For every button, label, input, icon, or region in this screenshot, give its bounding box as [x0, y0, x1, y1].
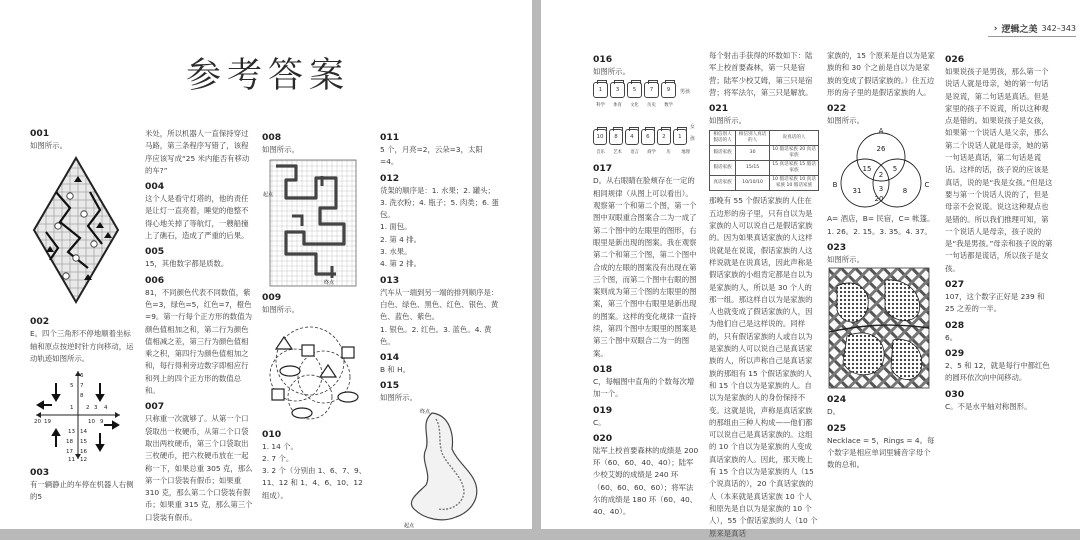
axis-label: 3: [94, 405, 98, 412]
answer-text: 家族的，15 个原来是自以为是家族的和 30 个之前是自以为是家族的变成了假话家族的。）住五边形的房子里的是假话家族的人。: [827, 51, 935, 97]
answer-text: Necklace = 5，Rings = 4。每个数字是相应单词里辅音字母个数的总和。: [827, 435, 935, 470]
jar-label: 体育: [613, 103, 622, 109]
answer-number: 027: [945, 279, 965, 291]
table-header: 相信别人假话的人: [710, 131, 736, 146]
answer-number: 021: [709, 103, 729, 115]
venn-label: C: [924, 181, 930, 190]
answer-number: 026: [945, 54, 965, 65]
answer-number: 024: [827, 394, 847, 406]
coast-end-label: 终点: [420, 408, 431, 415]
jar: 7: [644, 82, 659, 98]
axis-label: 15: [80, 439, 87, 446]
jar-label: 历: [666, 150, 671, 156]
answer-number: 017: [593, 163, 613, 175]
axis-label: 16: [80, 449, 87, 456]
axis-label: 9: [100, 419, 104, 426]
jar-label: 音乐: [596, 150, 605, 156]
header-rule: [988, 36, 1076, 37]
answer-number: 006: [145, 274, 165, 286]
right-page: [541, 0, 1080, 538]
jar: 2: [657, 129, 671, 145]
jar: 1: [673, 129, 687, 145]
table-cell: 真话家族: [710, 176, 736, 191]
jars-row-girls: [593, 121, 699, 160]
venn-value: 26: [876, 145, 886, 154]
coastline-diagram-015: [380, 405, 498, 531]
answer-text: E。四个三角形不停地顺着坐标轴和原点按逆时针方向移动，运动轨迹如图所示。: [30, 329, 134, 363]
table-cell: 15/15: [736, 161, 770, 176]
page-range: 342–343: [1041, 24, 1076, 33]
right-col-2: [709, 50, 819, 538]
page-title: 参考答案: [186, 56, 351, 96]
table-cell: 假话家族: [710, 161, 736, 176]
axis-label: 19: [44, 419, 51, 426]
coast-start-label: 起点: [404, 522, 415, 529]
jar-label: 数学: [664, 103, 673, 109]
table-cell: 10/10/10: [736, 176, 770, 191]
axis-label: 10: [88, 419, 95, 426]
answer-number: 011: [380, 132, 400, 143]
jar: 1: [593, 82, 608, 98]
table-row: [710, 161, 819, 176]
venn-value: 31: [852, 187, 862, 196]
axis-label: 7: [80, 383, 84, 390]
jar: 6: [641, 129, 655, 145]
left-col-4: [380, 128, 500, 528]
answer-number: 028: [945, 319, 965, 331]
answer-text: 有一辆静止的车停在机器人右侧的5: [30, 480, 134, 502]
answer-text: C。不是水平轴对称图形。: [945, 401, 1032, 411]
answer-number: 001: [30, 128, 50, 139]
running-header: [994, 22, 1076, 35]
right-col-1: [593, 50, 699, 526]
answer-text: 107，这个数字正好是 239 和 25 之差的一半。: [945, 292, 1045, 314]
answer-text: 1. 14 个。 2. 7 个。 3. 2 个（分别由 1、6、7、9、11、12 和 1、4、6、10、12 组成）。: [262, 441, 367, 500]
jar-label: 文化: [630, 103, 639, 109]
axis-diagram-002: [30, 367, 126, 463]
jar-label: 艺术: [613, 150, 622, 156]
left-col-3: [262, 128, 370, 528]
circles-diagram-009: [262, 317, 362, 425]
answer-number: 002: [30, 316, 50, 328]
table-cell: 15 真话家族 15 假话家族: [770, 161, 819, 176]
jar-label: 商学: [647, 150, 656, 156]
table-cell: 10 假话家族 20 真话家族: [770, 146, 819, 161]
axis-label: 4: [104, 405, 108, 412]
families-table: [709, 130, 819, 191]
axis-label: 13: [68, 429, 75, 436]
answer-text: 81，不同颜色代表不同数值，紫色=3，绿色=5，红色=7，橙色=9。第一行每个正方形的数值为颜色值相加之和，第二行为颜色值相减之差，第三行为颜色值相乘之积，第四行为颜色值相加之和，每行得利旁边数字即相应行和列上的四个正方形的数值总和。: [145, 287, 252, 396]
answer-number: 003: [30, 467, 50, 479]
jar: 8: [609, 129, 623, 145]
answer-text: 6。: [945, 332, 958, 342]
answer-number: 018: [593, 363, 613, 375]
answer-text: A= 酒店，B= 民宿，C= 帐篷。 1. 26。2. 15。3. 35。4. 37。: [827, 214, 935, 236]
answer-number: 005: [145, 246, 165, 258]
answer-number: 013: [380, 274, 400, 286]
answer-text: 如图所示。: [262, 145, 299, 154]
answer-text: 货架的顺序是：1. 水果；2. 罐头；3. 洗衣粉；4. 瓶子；5. 肉类；6. 蛋包。 1. 面包。 2. 第 4 排。 3. 水果。 4. 第 2 排。: [380, 185, 499, 269]
answer-number: 030: [945, 388, 965, 400]
row-tag: 女孩: [689, 123, 695, 142]
answer-number: 022: [827, 103, 847, 115]
answer-text: 如图所示。: [827, 116, 864, 126]
answer-text: 2、5 和 12，就是每行中都红色的圆环依次向中间移动。: [945, 360, 1050, 383]
right-col-3: [827, 50, 937, 526]
jar: 4: [625, 129, 639, 145]
table-cell: 30: [736, 146, 770, 161]
axis-label: 20: [34, 419, 41, 426]
axis-label: 6: [80, 373, 84, 380]
left-col-1: [30, 124, 136, 524]
axis-label: 11: [68, 457, 75, 464]
chevron-right-icon: ›: [993, 23, 998, 34]
answer-text: D。: [827, 407, 841, 417]
answer-text: 如图所示。: [593, 67, 630, 76]
axis-label: 18: [66, 439, 73, 446]
axis-label: 2: [86, 405, 90, 412]
table-cell: 10 假话家族 10 真话家族 10 假话家族: [770, 176, 819, 191]
answer-number: 019: [593, 404, 613, 416]
answer-number: 020: [593, 432, 613, 444]
jar-label: 历史: [647, 103, 656, 109]
row-tag: 男孩: [680, 89, 691, 95]
jar: 3: [610, 82, 625, 98]
jar-label: 科学: [596, 103, 605, 109]
puzzle-diagram-001: [30, 152, 122, 312]
jars-row-boys: [593, 82, 699, 112]
axis-label: 17: [66, 449, 73, 456]
answer-text: 米处，所以机器人一直保持穿过马路，第三条程序写错了，该程序应该写成“25 米内能否有移动的车?”: [145, 129, 250, 175]
answer-number: 004: [145, 181, 165, 193]
answer-text: 汽车从一端到另一端的排列顺序是：白色、绿色、黑色、红色、银色、黄色、蓝色、紫色。 1. 银色。2. 红色。3. 蓝色。4. 黄色。: [380, 287, 499, 346]
table-header: 说真话的人: [770, 131, 819, 146]
answer-number: 012: [380, 172, 400, 184]
table-row: [710, 146, 819, 161]
left-page: [0, 0, 532, 529]
section-name: 逻辑之美: [1001, 25, 1038, 35]
maze-end-label: 终点: [324, 280, 335, 287]
answer-number: 008: [262, 132, 282, 143]
answer-text: 如图所示。: [262, 305, 299, 315]
venn-label: A: [878, 127, 884, 136]
answer-text: 那晚有 55 个假话家族的人住在五边形的房子里，只有自以为是家族的人可以说自己是假话家族的。因为如果真话家族的人这样说就是在说谎，假话家族的人这样说就是在说真话，因此声称是假话家族的小组肯定都是自以为是家族的人，所以是 30 个人的那一组。那这样自以为是家族的人也就变成了假话家族的人，因为他们自己是这样说的。同样的，只有假话家族的人或自以为是家族的人可以说自己是真话家族的人，所以声称自己是真话家族的那组有 15 个假话家族的人和 15 个自以为是家族的人。自以为是家族的人的身份保持不变。这就是说，声称是真话家族的那组由三种人构成——他们都可以说自己是真话家族的。这组的 10 个自以为是家族的人变成真话家族的人。因此，那天晚上有 15 个自以为是家族的人（15 个说真话的），20 个真话家族的人（本来就是真话家族 10 个人和原先是自以为是家族的 10 个人），55 个假话家族的人（10 个原来是真话: [709, 196, 818, 538]
answer-text: C，每幅图中直角的个数每次增加一个。: [593, 376, 695, 399]
answer-text: C。: [593, 417, 606, 427]
pattern-diagram-023: [827, 266, 931, 390]
answer-text: 如图所示。: [30, 141, 67, 150]
axis-label: 5: [70, 383, 74, 390]
axis-label: 14: [80, 429, 87, 436]
venn-value: 3: [878, 185, 884, 194]
jar-label: 语言: [630, 150, 639, 156]
answer-number: 009: [262, 292, 282, 304]
table-row: [710, 176, 819, 191]
maze-diagram-008: [262, 156, 362, 288]
venn-value: 2: [878, 171, 884, 180]
jar-label: 地理: [681, 150, 690, 156]
answer-text: 陆军上校首要森林的成绩是 200 环（60、60、40、40）；陆军少校艾姆的成绩是 240 环（60、60、60、60）；将军法尔的成绩是 180 环（60、40、40、40）。: [593, 445, 699, 517]
answer-text: 如图所示。: [827, 255, 864, 265]
venn-value: 5: [892, 165, 898, 174]
answer-text: 如图所示。: [709, 116, 746, 126]
answer-number: 016: [593, 54, 613, 65]
jar: 10: [593, 129, 607, 145]
answer-text: 只称重一次就够了。从第一个口袋取出一枚硬币，从第二个口袋取出两枚硬币，第三个口袋取出三枚硬币，把六枚硬币放在一起称一下，如果总重 305 克，那么第一个口袋装有假币；如果重 310 克，那么第二个口袋装有假币；如果重 315 克，那么第三个口袋装有假币。: [145, 414, 253, 522]
left-col-2: [145, 128, 255, 528]
answer-number: 014: [380, 352, 400, 364]
jar: 5: [627, 82, 642, 98]
answer-text: B 和 H。: [380, 365, 411, 375]
table-header: 相信别人真话的人: [736, 131, 770, 146]
table-cell: 假话家族: [710, 146, 736, 161]
venn-label: B: [832, 181, 838, 190]
jar: 9: [661, 82, 676, 98]
answer-number: 010: [262, 428, 282, 440]
axis-label: 12: [80, 457, 87, 464]
answer-text: 15，其他数字都是质数。: [145, 259, 229, 269]
answer-number: 023: [827, 242, 847, 254]
right-col-4: [945, 50, 1055, 526]
answer-text: 这个人是看守灯塔的，他的责任是让灯一直亮着，睡觉的他整不得心地关掉了等航灯，一艘船撞上了礁石，造成了严重的后果。: [145, 194, 249, 241]
axis-label: 8: [80, 393, 84, 400]
answer-text: 如果说孩子是男孩，那么第一个说话人就是母亲，她的第一句话是说谎，第二句话是真话。但是家里的孩子不说谎，所以这种观点是错的。如果说孩子是女孩，如果第一个说话人是父亲，那么第二个说话人就是母亲，她的第一句话是真话，第二句话是谎话。这样的话，孩子说的应该是真话，说的是“我是女孩。”但是这要与第一个说话人说的了，但是母亲不会说谎。说这这种观点也是错的。所以我们推理可知，第一个说话人是母亲，孩子说的是“我是男孩。”母亲和孩子说的第一句话都是谎话，所以孩子是女孩。: [945, 67, 1053, 273]
venn-value: 20: [874, 195, 884, 204]
axis-label: 1: [70, 405, 74, 412]
answer-number: 007: [145, 401, 165, 413]
venn-value: 15: [862, 165, 872, 174]
answer-text: 如图所示。: [380, 393, 417, 403]
answer-number: 015: [380, 380, 400, 392]
venn-diagram-022: [827, 127, 935, 213]
answer-number: 029: [945, 347, 965, 359]
answer-text: 每个射击手获得的环数如下：陆军上校首要森林，第一只是宿营；陆军少校艾姆，第三只是宿营；将军法尔，第三只是解放。: [709, 51, 813, 97]
maze-start-label: 起点: [263, 192, 274, 199]
answer-text: D。从右眼睛在脸颊存在一定的相同规律（从图上可以看出）。观察第一个和第二个图，第一个图中双眼重合图案合二为一成了第二个图中的左眼里的图形，右眼里是新出现的图案。我在观察第二个和第三个图，第二个图中合成的左眼的图案没有出现在第三个图，而第二个图中右眼的图案则成为第三个图的左眼里的图案，第三个图中右眼里是新出现的图案。这样的变化规律一直持续，第四个图中左眼里的图案是第三个图中双眼合二为一的图案。: [593, 176, 697, 358]
venn-value: 8: [902, 187, 908, 196]
answer-number: 025: [827, 422, 847, 434]
answer-text: 5 个，月亮=2，云朵=3，太阳=4。: [380, 145, 483, 167]
